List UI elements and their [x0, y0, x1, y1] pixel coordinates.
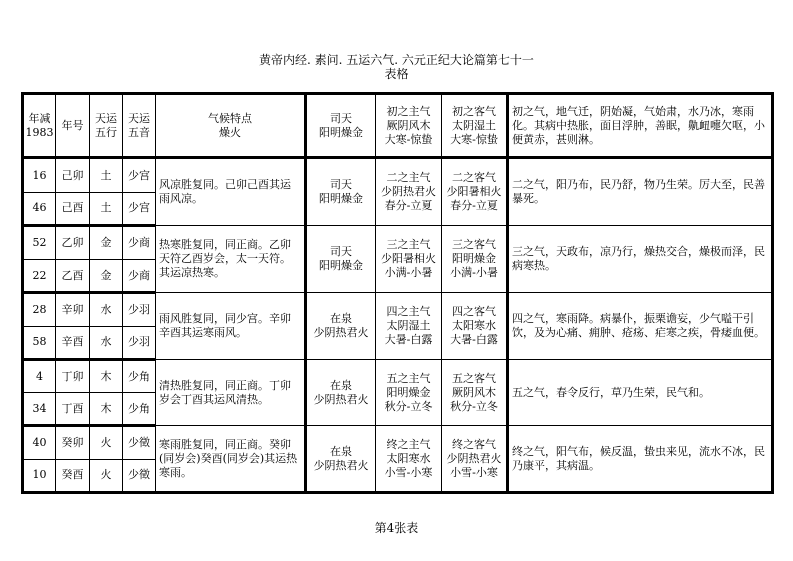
ke-qi-cell: [442, 359, 508, 426]
yun-yin-cell: 少角: [123, 359, 156, 392]
zhu-qi-cell: [376, 158, 442, 226]
yun-xing-cell: 木: [90, 393, 123, 426]
header-yun-xing: [90, 94, 123, 158]
climate-cell-text: 风凉胜复同。己卯己酉其运雨风凉。: [159, 178, 291, 206]
header-row: [23, 94, 773, 158]
sitian-cell-text: 在泉 少阴热君火: [313, 378, 369, 406]
year-cell: 40: [23, 426, 56, 459]
sitian-cell-text: 在泉 少阴热君火: [313, 444, 369, 472]
ke-qi-cell: [442, 426, 508, 493]
header-yun-yin: [123, 94, 156, 158]
qi-description-cell: [508, 293, 773, 360]
sitian-cell-text: 在泉 少阴热君火: [313, 312, 369, 340]
climate-cell: [156, 158, 306, 226]
yun-yin-cell: 少宫: [123, 192, 156, 225]
five-movements-six-qi-table: [21, 92, 774, 494]
header-year-text: 年减 1983: [25, 111, 54, 139]
yun-xing-cell: 火: [90, 459, 123, 492]
climate-cell: [156, 293, 306, 360]
climate-cell: [156, 359, 306, 426]
sitian-cell: [306, 426, 376, 493]
header-zhu-qi-text: 初之主气 厥阴风木 大寒-惊蛰: [384, 104, 433, 146]
climate-cell: [156, 225, 306, 293]
ke-qi-cell-text: 四之客气 太阳寒水 大暑-白露: [450, 305, 498, 347]
yun-xing-cell: 水: [90, 326, 123, 359]
yun-xing-cell: 金: [90, 225, 123, 259]
ke-qi-cell-text: 终之客气 少阴热君火 小雪-小寒: [446, 437, 502, 479]
ke-qi-cell-text: 三之客气 阳明燥金 小满-小暑: [450, 238, 498, 280]
ganzhi-cell: 乙卯: [56, 225, 90, 259]
header-yun-yin-text: 天运 五音: [128, 111, 150, 139]
sitian-cell: [306, 293, 376, 360]
header-ke-qi: [442, 94, 508, 158]
zhu-qi-cell-text: 五之主气 阳明燥金 秋分-立冬: [384, 371, 433, 413]
yun-yin-cell: 少宫: [123, 158, 156, 192]
header-desc: [508, 94, 773, 158]
header-year: [23, 94, 56, 158]
ganzhi-cell: 癸酉: [56, 459, 90, 492]
qi-description-cell: [508, 359, 773, 426]
table-row: [23, 293, 773, 326]
sitian-cell: [306, 225, 376, 293]
ganzhi-cell: 丁酉: [56, 393, 90, 426]
table-row: [23, 426, 773, 459]
zhu-qi-cell-text: 四之主气 太阴湿土 大暑-白露: [384, 305, 433, 347]
qi-description-cell: [508, 225, 773, 293]
yun-yin-cell: 少商: [123, 225, 156, 259]
qi-description-cell: [508, 426, 773, 493]
table-row: [23, 158, 773, 192]
ganzhi-cell: 丁卯: [56, 359, 90, 392]
year-cell: 46: [23, 192, 56, 225]
climate-cell: [156, 426, 306, 493]
header-sitian: [306, 94, 376, 158]
qi-description-cell-text: 二之气，阳乃布，民乃舒，物乃生荣。厉大至，民善暴死。: [512, 178, 765, 206]
page-subtitle: 表格: [384, 67, 409, 81]
sitian-cell-text: 司天 阳明燥金: [319, 245, 363, 273]
header-sitian-text: 司天 阳明燥金: [319, 111, 363, 139]
zhu-qi-cell-text: 三之主气 少阳暑相火 小满-小暑: [381, 238, 436, 280]
sitian-cell: [306, 359, 376, 426]
ke-qi-cell-text: 五之客气 厥阴风木 秋分-立冬: [450, 371, 498, 413]
year-cell: 10: [23, 459, 56, 492]
year-cell: 52: [23, 225, 56, 259]
climate-cell-text: 雨风胜复同，同少宫。辛卯辛酉其运寒雨风。: [159, 312, 291, 340]
zhu-qi-cell-text: 终之主气 太阳寒水 小雪-小寒: [384, 437, 433, 479]
yun-yin-cell: 少羽: [123, 293, 156, 326]
header-desc-text: 初之气，地气迁，阴始凝，气始肃，水乃冰，寒雨化。其病中热胀，面目浮肿，善眠，鼽衄嚏欠呕，小便黄赤，甚则淋。: [512, 104, 765, 146]
qi-description-cell-text: 四之气，寒雨降。病暴仆，振栗谵妄，少气嗌干引饮，及为心痛、痈肿、疮疡、疟寒之疾，骨痿血便。: [512, 312, 765, 340]
header-ke-qi-text: 初之客气 太阴湿土 大寒-惊蛰: [450, 104, 498, 146]
table-row: [23, 225, 773, 259]
zhu-qi-cell: [376, 359, 442, 426]
yun-yin-cell: 少商: [123, 260, 156, 293]
year-cell: 34: [23, 393, 56, 426]
ganzhi-cell: 己酉: [56, 192, 90, 225]
yun-xing-cell: 金: [90, 260, 123, 293]
ke-qi-cell: [442, 293, 508, 360]
header-ganzhi: [56, 94, 90, 158]
qi-description-cell: [508, 158, 773, 226]
ke-qi-cell: [442, 158, 508, 226]
climate-cell-text: 热寒胜复同，同正商。乙卯天符乙酉岁会，太一天符。其运凉热寒。: [159, 238, 291, 280]
yun-yin-cell: 少徵: [123, 459, 156, 492]
ke-qi-cell-text: 二之客气 少阳暑相火 春分-立夏: [446, 171, 502, 213]
yun-yin-cell: 少角: [123, 393, 156, 426]
year-cell: 16: [23, 158, 56, 192]
yun-xing-cell: 木: [90, 359, 123, 392]
ganzhi-cell: 己卯: [56, 158, 90, 192]
climate-cell-text: 清热胜复同，同正商。丁卯岁会丁酉其运风清热。: [159, 378, 291, 406]
table-footer: 第4张表: [374, 521, 419, 535]
qi-description-cell-text: 五之气，春令反行，草乃生荣，民气和。: [512, 385, 710, 399]
yun-xing-cell: 土: [90, 192, 123, 225]
header-ganzhi-text: 年号: [61, 118, 84, 132]
header-yun-xing-text: 天运 五行: [95, 111, 117, 139]
ke-qi-cell: [442, 225, 508, 293]
yun-xing-cell: 土: [90, 158, 123, 192]
yun-xing-cell: 火: [90, 426, 123, 459]
year-cell: 58: [23, 326, 56, 359]
header-climate-text: 气候特点 燥火: [208, 111, 252, 139]
header-climate: [156, 94, 306, 158]
sitian-cell: [306, 158, 376, 226]
ganzhi-cell: 乙酉: [56, 260, 90, 293]
ganzhi-cell: 癸卯: [56, 426, 90, 459]
sitian-cell-text: 司天 阳明燥金: [319, 178, 363, 206]
yun-xing-cell: 水: [90, 293, 123, 326]
qi-description-cell-text: 三之气，天政布，凉乃行，燥热交合，燥极而泽，民病寒热。: [512, 245, 765, 273]
year-cell: 4: [23, 359, 56, 392]
yun-yin-cell: 少徵: [123, 426, 156, 459]
yun-yin-cell: 少羽: [123, 326, 156, 359]
zhu-qi-cell-text: 二之主气 少阴热君火 春分-立夏: [381, 171, 436, 213]
climate-cell-text: 寒雨胜复同，同正商。癸卯(同岁会)癸酉(同岁会)其运热寒雨。: [159, 437, 298, 479]
qi-description-cell-text: 终之气，阳气布，候反温，蛰虫来见，流水不冰，民乃康平，其病温。: [512, 444, 765, 472]
year-cell: 28: [23, 293, 56, 326]
ganzhi-cell: 辛酉: [56, 326, 90, 359]
header-zhu-qi: [376, 94, 442, 158]
zhu-qi-cell: [376, 426, 442, 493]
table-row: [23, 359, 773, 392]
year-cell: 22: [23, 260, 56, 293]
zhu-qi-cell: [376, 293, 442, 360]
zhu-qi-cell: [376, 225, 442, 293]
ganzhi-cell: 辛卯: [56, 293, 90, 326]
page-title: 黄帝内经. 素问. 五运六气. 六元正纪大论篇第七十一: [259, 53, 534, 67]
